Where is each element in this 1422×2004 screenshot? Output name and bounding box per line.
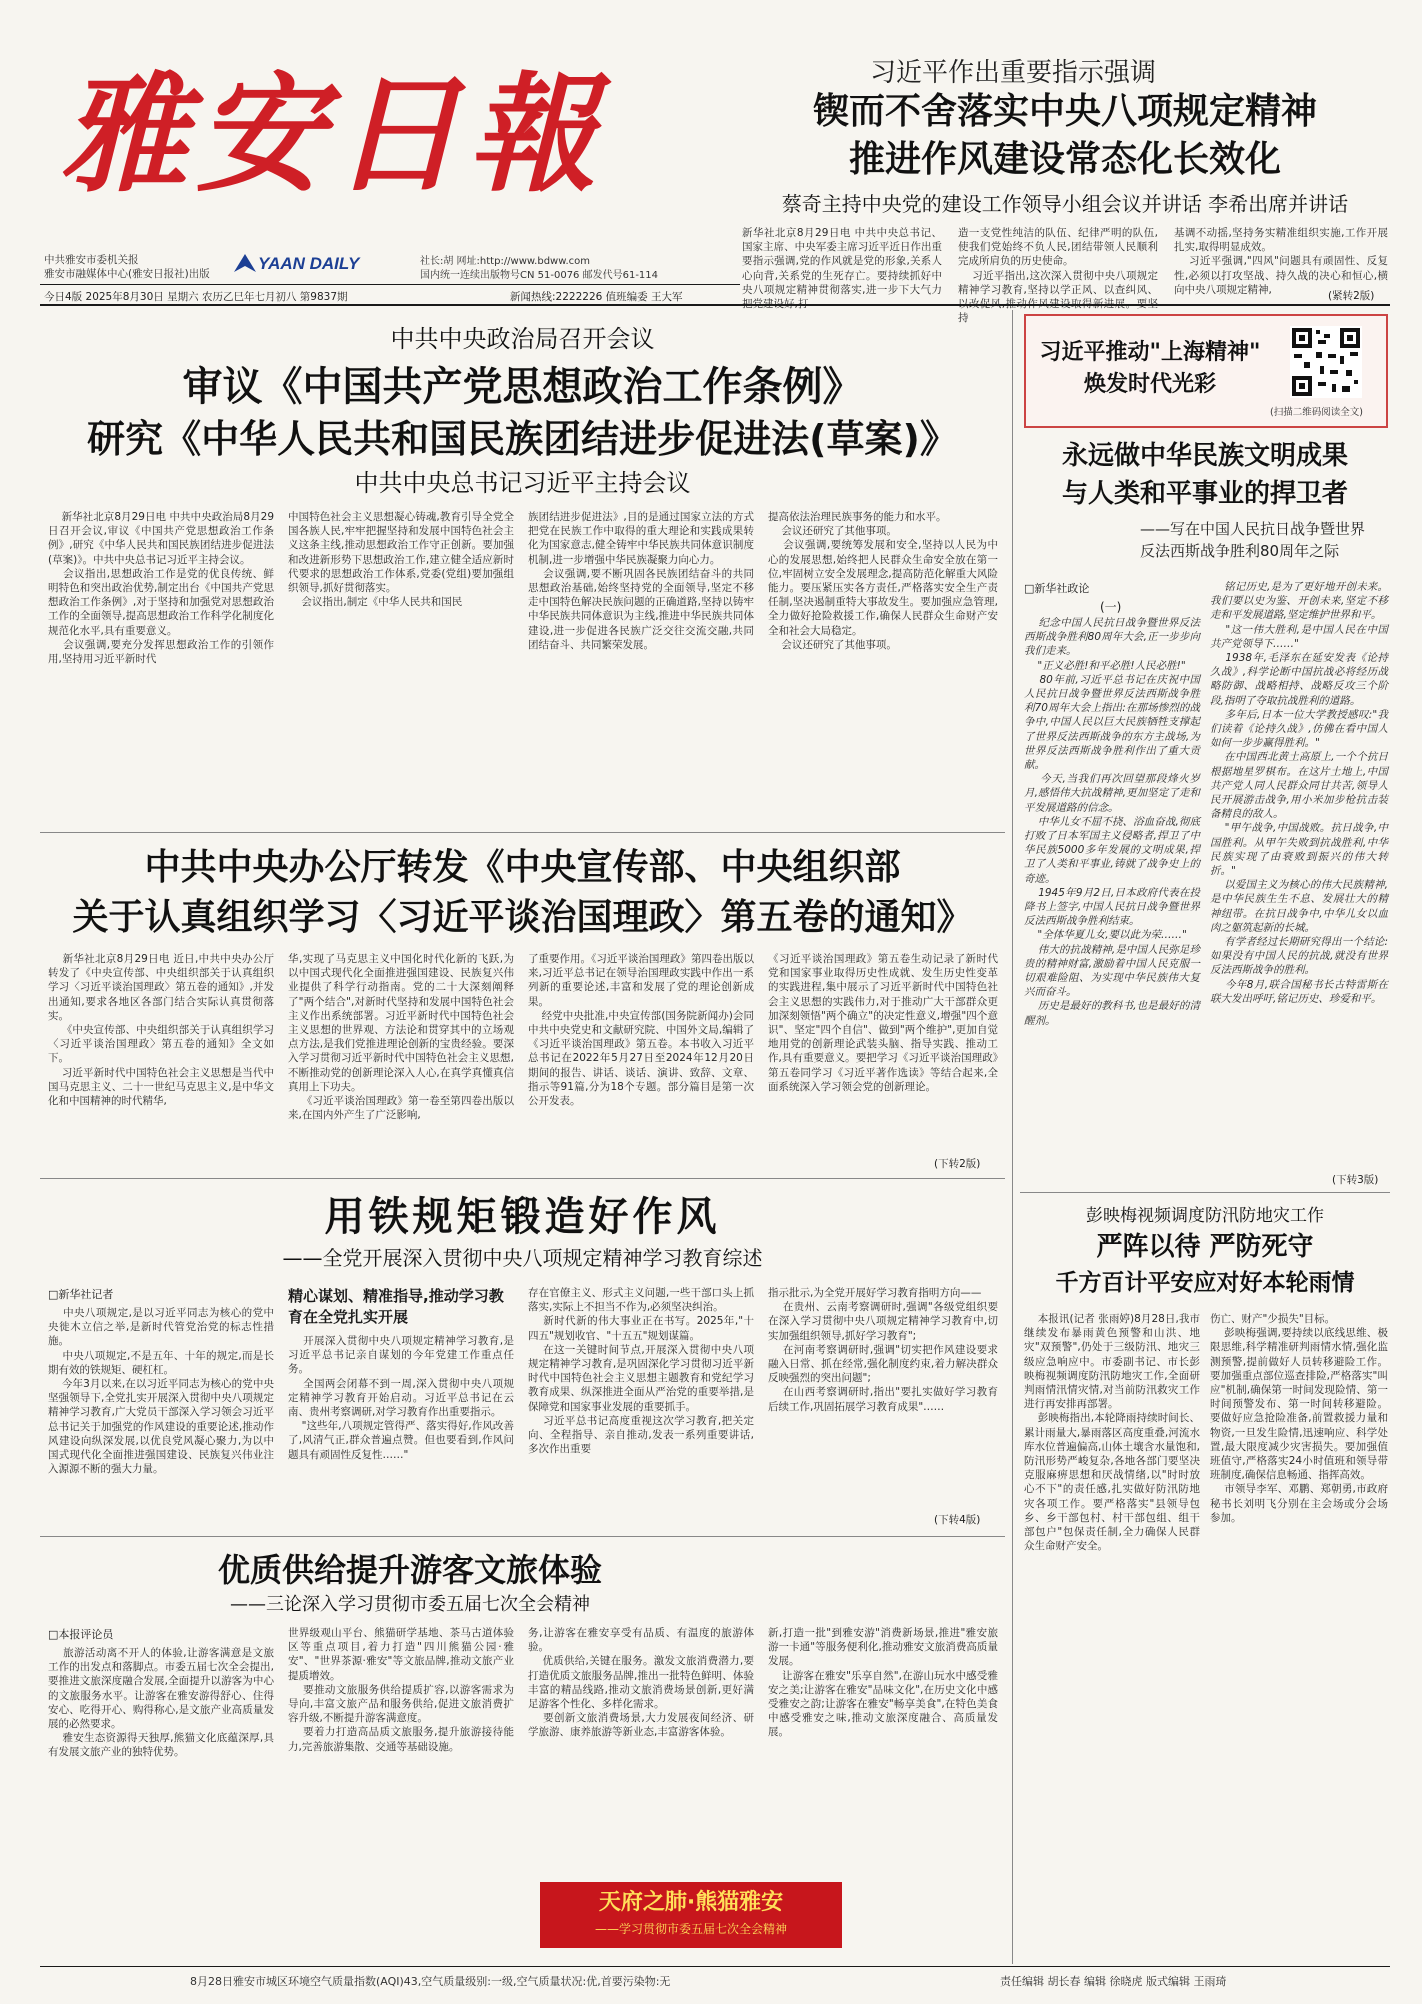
masthead-rule [40, 284, 740, 285]
info-line-1: 社长:胡 网址:http://www.bdww.com [420, 256, 591, 267]
commentary-deck-2: 反法西斯战争胜利80周年之际 [1140, 542, 1340, 560]
iron-rules-article [40, 1182, 1005, 1534]
iron-headline: 用铁规矩锻造好作风 [324, 1194, 721, 1240]
banner-text-2: 焕发时代光彩 [1083, 372, 1216, 397]
notice-col-2: 华,实现了马克思主义中国化时代化新的飞跃,为以中国式现代化全面推进强国建设、民族复兴伟业提供了科学行动指南。党的二十大深刻阐释了"两个结合",对新时代坚持和发展中国特色社会主义作出系统部署。习近平新时代中国特色社会主义思想的世界观、方法论和贯穿其中的立场观点方法,是我们党推进理论创新的宝贵经验。要深入学习贯彻习近平新时代中国特色社会主义思想,不断推动党的创新理论深入人心,在真学真懂真信真用上下功夫。 《习近平谈治国理政》第一卷至第四卷出版以来,在国内外产生了广泛影响, [288, 953, 514, 1122]
panda-banner-title: 天府之肺·熊猫雅安 [598, 1890, 784, 1915]
top-col-2: 造一支党性纯洁的队伍、纪律严明的队伍,使我们党始终不负人民,团结带领人民顺利完成所肩负的历史使命。 习近平指出,这次深入贯彻中央八项规定精神学习教育,坚持以学正风、以查纠风、 持 [958, 227, 1158, 325]
disaster-col-2: 伤亡、财产"少损失"目标。 彭映梅强调,要持续以底线思维、极限思维,科学精准研判雨情水情,强化监测预警,提前做好人员转移避险工作。要加强重点部位巡查排险,严格落实"叫应"机制,确保第一时间发现险情、第一时间预警发布、第一时间转移避险。要做好应急抢险准备,前置救援力量和物资,一旦发生险情,迅速响应、科学处置,最大限度减少灾害损失。要加强值班值守,严格落实24小时值班和领导带班制度,确保信息畅通、指挥高效。 市领导李军、邓鹏、郑朝勇,市政府秘书长刘明飞分别在主会场或分会场参加。 [1210, 1313, 1388, 1524]
qr-caption: (扫描二维码阅读全文) [1270, 407, 1363, 418]
commentary-part: (一) [1100, 600, 1122, 614]
panda-banner-sub: ——学习贯彻市委五届七次全会精神 [594, 1922, 787, 1936]
politburo-article [40, 310, 1005, 830]
top-continued: (紧转2版) [1328, 290, 1375, 302]
tourism-deck: ——三论深入学习贯彻市委五届七次全会精神 [230, 1594, 590, 1615]
info-line-2: 国内统一连续出版物号CN 51-0076 邮发代号61-114 [420, 270, 659, 281]
tourism-col-1: 旅游活动离不开人的体验,让游客满意是文旅工作的出发点和落脚点。市委五届七次全会提出,要推进文旅深度融合发展,全面提升以游客为中心的文旅服务水平。让游客在雅安游得舒心、住得安心、吃得开心、购得称心,是文旅产业高质量发展的必然要求。 雅安生态资源得天独厚,熊猫文化底蕴深厚,具有发展文旅产业的独特优势。 [48, 1647, 274, 1759]
footer-rule [40, 1966, 1390, 1967]
editors-line: 责任编辑 胡长春 编辑 徐晓虎 版式编辑 王雨琦 [1000, 1975, 1227, 1988]
commentary-continued: (下转3版) [1332, 1174, 1379, 1186]
rule-commentary [1020, 1192, 1390, 1193]
notice-headline-2: 关于认真组织学习〈习近平谈治国理政〉第五卷的通知》 [72, 897, 973, 938]
top-subhead: 蔡奇主持中央党的建设工作领导小组会议并讲话 李希出席并讲话 [781, 192, 1349, 216]
commentary-col-2: 铭记历史,是为了更好地开创未来。我们要以史为鉴、开创未来,坚定不移走和平发展道路,坚定维护世界和平。 "这一伟大胜利,是中国人民在中国共产党领导下……" 1938年,毛泽东在延安发表《论持久战》,科学论断中国抗战必将经历战略防御、战略相持、战略反攻三个阶段,指明了夺取抗战胜利的道路。 多年后,日本一位大学教授感叹:"我们读着《论持久战》,仿佛在看中国人如何一步步赢得胜利。" 在中国西北黄土高原上,一个个抗日根据地星罗棋布。在这片土地上,中国共产党人同人民群众同甘共苦,领导人民开展游击战争,用小米加步枪抗击装备精良的敌人。 "甲午战争,中国战败。抗日战争,中国胜利。从甲午失败到抗战胜利,中华民族实现了由衰败到振兴的伟大转折。" 以爱国主义为核心的伟大民族精神,是中华民族生生不息、发展壮大的精神纽带。在抗日战争中,中华儿女以血肉之躯筑起新的长城。 有学者经过长期研究得出一个结论:如果没有中国人民的抗战,就没有世界反法西斯战争的胜利。 今年8月,联合国秘书长古特雷斯在联大发出呼吁,铭记历史、珍爱和平。 [1210, 581, 1389, 1005]
politburo-col-4: 提高依法治理民族事务的能力和水平。 会议还研究了其他事项。 会议强调,要统筹发展和安全,坚持以人民为中心的发展思想,始终把人民群众生命安全放在第一位,牢固树立安全发展理念,提高防范化解重大风险能力。要压紧压实各方责任,严格落实安全生产责任制,坚决遏制重特大事故发生。要加强应急管理,全力做好抢险救援工作,确保人民群众生命财产安全和社会大局稳定。 会议还研究了其他事项。 [768, 511, 998, 651]
politburo-col-1: 新华社北京8月29日电 中共中央政治局8月29日召开会议,审议《中国共产党思想政治工作条例》,研究《中华人民共和国民族团结进步促进法(草案)》。中共中央总书记习近平主持会议。 会议指出,思想政治工作是党的优良传统、鲜明特色和突出政治优势,制定出台《中国共产党思想政治工作条例》,对于坚持和加强党对思想政治工作的全面领导,提高思想政治工作科学化制度化规范化水平,具有重要意义。 会议强调,要充分发挥思想政治工作的引领作用,坚持用习近平新时代 [48, 511, 274, 666]
notice-article [40, 836, 1005, 1176]
logo-bird-icon [232, 252, 258, 276]
publisher-line-2: 雅安市融媒体中心(雅安日报社)出版 [44, 268, 210, 280]
iron-col-2: 开展深入贯彻中央八项规定精神学习教育,是习近平总书记亲自谋划的今年党建工作重点任务。 全国两会闭幕不到一周,深入贯彻中央八项规定精神学习教育开始启动。习近平总书记在云南、贵州考察调研,对学习教育作出重要指示。 "这些年,八项规定管得严、落实得好,作风改善了,风清气正,群众普遍点赞。但也要看到,作风问题具有顽固性反复性……" [288, 1335, 514, 1461]
politburo-deck: 中共中央总书记习近平主持会议 [354, 469, 691, 497]
commentary-col-1: 纪念中国人民抗日战争暨世界反法西斯战争胜利80周年大会,正一步步向我们走来。 "正义必胜!和平必胜!人民必胜!" 80年前,习近平总书记在庆祝中国人民抗日战争暨世界反法西斯战争胜利70周年大会上指出:在那场惨烈的战争中,中国人民以巨大民族牺牲支撑起了世界反法西斯战争的东方主战场,为世界反法西斯战争胜利作出了重大贡献。 今天,当我们再次回望那段烽火岁月,感悟伟大抗战精神,更加坚定了走和平发展道路的信念。 中华儿女不屈不挠、浴血奋战,彻底打败了日本军国主义侵略者,捍卫了中华民族5000多年发展的文明成果,捍卫了人类和平事业,铸就了战争史上的奇迹。 1945年9月2日,日本政府代表在投降书上签字,中国人民抗日战争暨世界反法西斯战争胜利结束。 "全体华夏儿女,要以此为荣……" 伟大的抗战精神,是中国人民弥足珍贵的精神财富,激励着中国人民克服一切艰难险阻、为实现中华民族伟大复兴而奋斗。 历史是最好的教科书,也是最好的清醒剂。 [1024, 617, 1200, 1027]
air-quality-line: 8月28日雅安市城区环境空气质量指数(AQI)43,空气质量级别:一级,空气质量状况:优,首要污染物:无 [190, 1975, 671, 1988]
politburo-col-2: 中国特色社会主义思想凝心铸魂,教育引导全党全国各族人民,牢牢把握坚持和发展中国特色社会主义这条主线,推动思想政治工作守正创新。要加强和改进新形势下思想政治工作,建立健全适应新时代要求的思想政治工作体系,党委(党组)要加强组织领导,抓好贯彻落实。 会议指出,制定《中华人民共和国民 [288, 511, 514, 609]
yaan-daily-logo [232, 252, 397, 276]
commentary-byline: □新华社政论 [1024, 582, 1090, 595]
politburo-headline-2: 研究《中华人民共和国民族团结进步促进法(草案)》 [87, 417, 958, 461]
notice-continued: (下转2版) [934, 1158, 981, 1170]
top-headline-2: 推进作风建设常态化长效化 [848, 139, 1281, 180]
top-kicker: 习近平作出重要指示强调 [870, 58, 1157, 88]
date-line: 今日4版 2025年8月30日 星期六 农历乙巳年七月初八 第9837期 [44, 291, 348, 303]
notice-col-4: 《习近平谈治国理政》第五卷生动记录了新时代党和国家事业取得历史性成就、发生历史性变革的实践进程,集中展示了习近平新时代中国特色社会主义思想的实践伟力,对于推动广大干部群众更加深刻领悟"两个确立"的决定性意义,增强"四个意识"、坚定"四个自信"、做到"两个维护",更加自觉地用党的创新理论武装头脑、指导实践、推动工作,具有重要意义。要把学习《习近平谈治国理政》第五卷同学习《习近平著作选读》等结合起来,全面系统深入学习领会党的创新理论。 [768, 953, 998, 1093]
politburo-col-3: 族团结进步促进法》,目的是通过国家立法的方式把党在民族工作中取得的重大理论和实践成果转化为国家意志,健全铸牢中华民族共同体意识制度机制,进一步增强中华民族凝聚力向心力。 会议强调,要不断巩固各民族团结奋斗的共同思想政治基础,始终坚持党的全面领导,坚定不移走中国特色解决民族问题的正确道路,坚持以铸牢中华民族共同体意识为主线,推进中华民族共同体建设,进一步促进各民族广泛交往交流交融,共同团结奋斗、共同繁荣发展。 [528, 511, 754, 651]
brand-en: YAAN DAILY [258, 254, 360, 273]
iron-col-4: 指示批示,为全党开展好学习教育指明方向—— 在贵州、云南考察调研时,强调"各级党组织要在深入学习贯彻中央八项规定精神学习教育中,切实加强组织领导,抓好学习教育"; 在河南考察调研时,强调"切实把作风建设要求融入日常、抓在经常,强化制度约束,着力解决群众反映强烈的突出问题"; 在山西考察调研时,指出"要扎实做好学习教育后续工作,巩固拓展学习教育成果"…… [768, 1287, 998, 1413]
top-col-3: 基调不动摇,坚持务实精准组织实施,工作开展扎实,取得明显成效。 习近平强调,"四风"问题具有顽固性、反复性,必须以打攻坚战、持久战的决心和恒心,横向中央八项规定精神, [1174, 227, 1388, 296]
tourism-col-2: 世界级观山平台、熊猫研学基地、茶马古道体验区等重点项目,着力打造"四川熊猫公园·雅安"、"世界茶源·雅安"等文旅品牌,推动文旅产业提质增效。 要推动文旅服务供给提质扩容,以游客需求为导向,丰富文旅产品和服务供给,促进文旅消费扩容升级,不断提升游客满意度。 要着力打造高品质文旅服务,提升旅游接待能力,完善旅游集散、交通等基础设施。 [288, 1627, 514, 1753]
hotline: 新闻热线:2222226 值班编委 王大军 [510, 291, 683, 303]
iron-col-1: 中央八项规定,是以习近平同志为核心的党中央徙木立信之举,是新时代管党治党的标志性措施。 中央八项规定,不是五年、十年的规定,而是长期有效的铁规矩、硬杠杠。 今年3月以来,在以习近平同志为核心的党中央坚强领导下,全党扎实开展深入贯彻中央八项规定精神学习教育,广大党员干部深入学习领会习近平总书记关于加强党的作风建设的重要论述,推动作风建设向纵深发展,以优良党风凝心聚力,为以中国式现代化全面推进强国建设、民族复兴伟业注入源源不断的强大力量。 [48, 1307, 274, 1476]
commentary-article [1020, 430, 1390, 1190]
banner-text-1: 习近平推动"上海精神" [1039, 340, 1261, 365]
publisher-line-1: 中共雅安市委机关报 [44, 254, 139, 266]
column-divider [1012, 310, 1013, 1964]
notice-headline-1: 中共中央办公厅转发《中央宣传部、中央组织部 [144, 847, 901, 888]
tourism-col-3: 务,让游客在雅安享受有品质、有温度的旅游体验。 优质供给,关键在服务。激发文旅消费潜力,要打造优质文旅服务品牌,推出一批特色鲜明、体验丰富的精品线路,推动文旅消费场景创新,更好满足游客个性化、多样化需求。 要创新文旅消费场景,大力发展夜间经济、研学旅游、康养旅游等新业态,丰富游客体验。 [528, 1627, 754, 1739]
notice-col-3: 了重要作用。《习近平谈治国理政》第四卷出版以来,习近平总书记在领导治国理政实践中作出一系列新的重要论述,丰富和发展了党的理论创新成果。 经党中央批准,中央宣传部(国务院新闻办)会同中共中央党史和文献研究院、中国外文局,编辑了《习近平谈治国理政》第五卷。本书收入习近平总书记在2022年5月27日至2024年12月20日期间的报告、讲话、谈话、演讲、致辞、文章、指示等91篇,分为18个专题。部分篇目是第一次公开发表。 [528, 953, 754, 1108]
disaster-col-1: 本报讯(记者 张雨婷)8月28日,我市继续发布暴雨黄色预警和山洪、地灾"双预警",仍处于三级防汛、地灾三级应急响应中。市委副书记、市长彭映梅视频调度防汛防地灾工作,全面研判雨情汛情灾情,对当前防汛救灾工作进行再安排再部署。 彭映梅指出,本轮降雨持续时间长、累计雨量大,暴雨落区高度重叠,河流水库水位普遍偏高,山体土壤含水量饱和,防汛形势严峻复杂,各地各部门要坚决克服麻痹思想和厌战情绪,以"时时放心不下"的责任感,扎实做好防汛防地灾各项工作。要严格落实"县领导包乡、乡干部包村、村干部包组、组干部包户"包保责任制,全力确保人民群众生命财产安全。 [1024, 1313, 1200, 1553]
panda-banner [540, 1882, 842, 1948]
commentary-headline-1: 永远做中华民族文明成果 [1061, 441, 1348, 471]
iron-subhead: 精心谋划、精准指导,推动学习教育在全党扎实开展 [288, 1287, 504, 1326]
masthead-title: 雅安日報 [60, 60, 605, 210]
tourism-col-4: 新,打造一批"到雅安游"消费新场景,推进"雅安旅游一卡通"等服务便利化,推动雅安文旅消费高质量发展。 让游客在雅安"乐享自然",在游山玩水中感受雅安之美;让游客在雅安"品味文化",在历史文化中感受雅安之韵;让游客在雅安"畅享美食",在特色美食中感受雅安之味,推动文旅深度融合、高质量发展。 [768, 1627, 998, 1739]
tourism-byline: □本报评论员 [48, 1628, 114, 1641]
iron-byline: □新华社记者 [48, 1288, 114, 1301]
tourism-article [40, 1540, 1005, 1964]
commentary-deck-1: ——写在中国人民抗日战争暨世界 [1140, 520, 1366, 538]
qr-code-icon[interactable] [1290, 326, 1362, 398]
top-headline-1: 锲而不舍落实中央八项规定精神 [812, 91, 1317, 132]
iron-col-3: 存在官僚主义、形式主义问题,一些干部口头上抓落实,实际上不担当不作为,必须坚决纠治。 新时代新的伟大事业正在书写。2025年,"十四五"规划收官、"十五五"规划谋篇。 在这一关键时间节点,开展深入贯彻中央八项规定精神学习教育,是巩固深化学习贯彻习近平新时代中国特色社会主义思想主题教育和党纪学习教育成果、纵深推进全面从严治党的重要举措,是保障党和国家事业发展的重要抓手。 习近平总书记高度重视这次学习教育,把关定向、全程指导、亲自推动,发表一系列重要讲话,多次作出重要 [528, 1287, 754, 1456]
disaster-headline-1: 严阵以待 严防死守 [1096, 1232, 1314, 1262]
iron-continued: (下转4版) [934, 1514, 981, 1526]
notice-col-1: 新华社北京8月29日电 近日,中共中央办公厅转发了《中央宣传部、中央组织部关于认真组织学习〈习近平谈治国理政〉第五卷的通知》,并发出通知,要求各地区各部门结合实际认真贯彻落实。 《中央宣传部、中央组织部关于认真组织学习〈习近平谈治国理政〉第五卷的通知》全文如下。 习近平新时代中国特色社会主义思想是当代中国马克思主义、二十一世纪马克思主义,是中华文化和中国精神的时代精华, [48, 953, 274, 1108]
iron-deck: ——全党开展深入贯彻中央八项规定精神学习教育综述 [282, 1246, 763, 1270]
politburo-headline-1: 审议《中国共产党思想政治工作条例》 [182, 364, 863, 410]
commentary-headline-2: 与人类和平事业的捍卫者 [1061, 479, 1348, 509]
disaster-kicker: 彭映梅视频调度防汛防地灾工作 [1086, 1206, 1324, 1226]
tourism-headline: 优质供给提升游客文旅体验 [217, 1551, 602, 1589]
rule-iron [40, 1536, 1005, 1537]
rule-notice [40, 1178, 1005, 1179]
top-story [740, 40, 1390, 325]
politburo-kicker: 中共中央政治局召开会议 [390, 325, 655, 353]
shanghai-spirit-banner[interactable] [1024, 314, 1388, 428]
footer [40, 1970, 1390, 1994]
top-col-1: 新华社北京8月29日电 中共中央总书记、国家主席、中央军委主席习近平近日作出重要指示强调,党的作风就是党的形象,关系人心向背,关系党的生死存亡。要持续抓好中央八项规定精神贯彻落实,进一步下大气力 [742, 227, 942, 296]
disaster-article [1020, 1196, 1390, 1964]
disaster-headline-2: 千方百计平安应对好本轮雨情 [1055, 1270, 1355, 1296]
rule-politburo [40, 832, 1005, 833]
section-rule-top [40, 304, 1390, 306]
